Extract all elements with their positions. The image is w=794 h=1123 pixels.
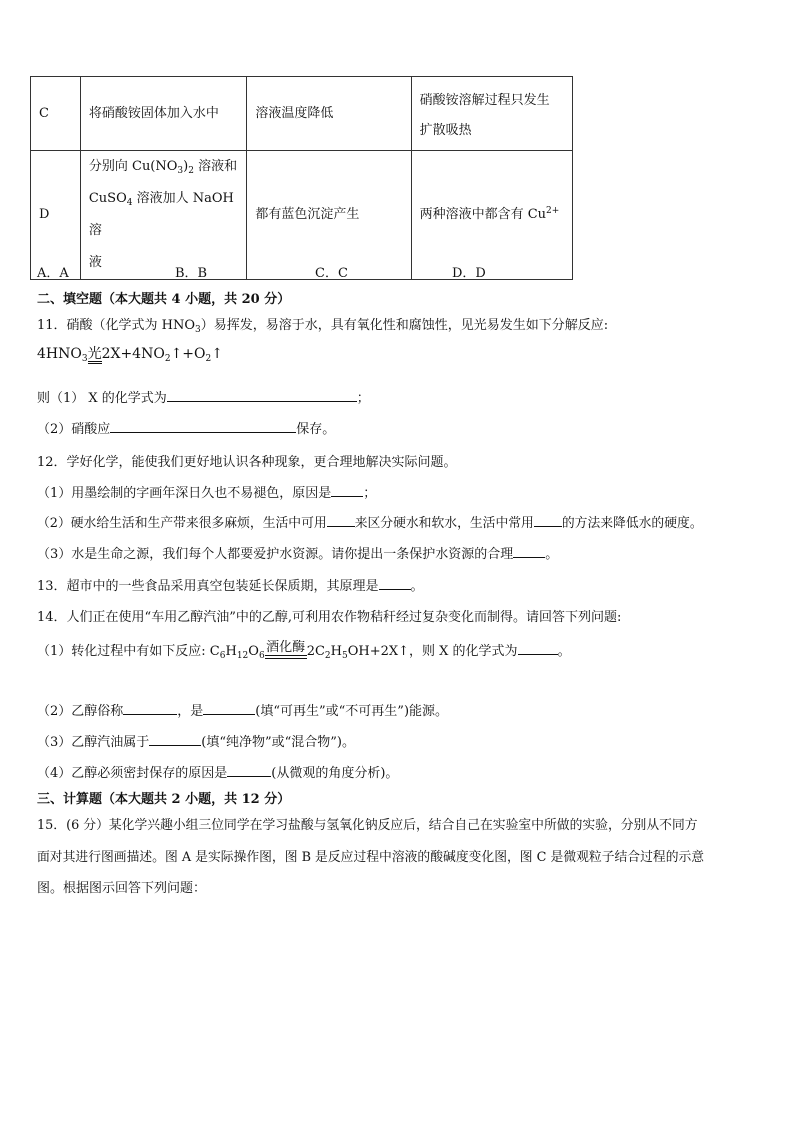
question-11: 11．硝酸（化学式为 $HNO_3$）易挥发，易溶于水，具有氧化性和腐蚀性，见光易发生如下分解反应:: [37, 318, 609, 335]
question-12: 12．学好化学，能使我们更好地认识各种现象，更合理地解决实际问题。: [37, 455, 457, 470]
answer-blank[interactable]: [167, 389, 357, 402]
conclusion-cell: 两种溶液中都含有 $Cu^{2+}$: [411, 151, 572, 280]
phenomenon-cell: 溶液温度降低: [247, 77, 411, 151]
conclusion-line: 扩散吸热: [419, 122, 472, 138]
operation-line: 液: [88, 255, 102, 270]
options-table: [30, 76, 573, 280]
answer-blank[interactable]: [331, 484, 363, 497]
question-14-part1: （1）转化过程中有如下反应: $C_6H_{12}O_6$ 酒化酶 $2C_2H_5OH+2X↑$，则 X 的化学式为 。: [37, 640, 571, 661]
reaction-condition: 光: [87, 346, 102, 362]
operation-cell: 将硝酸铵固体加入水中: [80, 77, 247, 151]
question-14-part2: （2）乙醇俗称 ，是 (填“可再生”或“不可再生”)能源。: [37, 704, 449, 719]
table-row: [31, 77, 573, 151]
question-15-line: 面对其进行图画描述。图 A 是实际操作图，图 B 是反应过程中溶液的酸碱度变化图，图 C 是微观粒子结合过程的示意: [37, 850, 705, 865]
conclusion-cell: [411, 77, 572, 151]
answer-blank[interactable]: [227, 764, 271, 777]
question-11-part2: （2）硝酸应 保存。: [37, 422, 336, 437]
answer-blank[interactable]: [379, 577, 411, 590]
row-label: C: [31, 77, 81, 151]
answer-blank[interactable]: [149, 733, 201, 746]
answer-blank[interactable]: [110, 420, 296, 433]
option-d: D．D: [452, 266, 486, 281]
question-11-part1: 则（1） X 的化学式为 ；: [37, 391, 370, 406]
answer-blank[interactable]: [123, 702, 177, 715]
answer-blank[interactable]: [327, 514, 355, 527]
conclusion-line: 硝酸铵溶解过程只发生: [419, 92, 550, 108]
operation-line: CuSO$_4$ 溶液加人 NaOH 溶: [88, 191, 234, 238]
answer-blank[interactable]: [513, 545, 545, 558]
option-b: B．B: [175, 266, 208, 281]
answer-blank[interactable]: [534, 514, 562, 527]
question-14: 14．人们正在使用“车用乙醇汽油”中的乙醇,可利用农作物秸秆经过复杂变化而制得。请回答下列问题:: [37, 610, 622, 625]
question-14-part3: （3）乙醇汽油属于 (填“纯净物”或“混合物”)。: [37, 735, 356, 750]
answer-blank[interactable]: [518, 642, 558, 655]
option-c: C．C: [315, 266, 348, 281]
section-heading: 二、填空题（本大题共 4 小题，共 20 分）: [37, 292, 291, 307]
operation-line: 分别向 $Cu(NO_3)_2$ 溶液和: [88, 159, 238, 176]
equation-11: $4HNO_3$光$2X+4NO_2↑+O_2↑$: [37, 346, 223, 364]
question-12-part3: （3）水是生命之源，我们每个人都要爱护水资源。请你提出一条保护水资源的合理 。: [37, 547, 559, 562]
question-13: 13．超市中的一些食品采用真空包装延长保质期，其原理是 。: [37, 579, 424, 594]
option-a: A．A: [37, 266, 69, 281]
question-12-part2: （2）硬水给生活和生产带来很多麻烦，生活中可用 来区分硬水和软水，生活中常用 的方法来降低水的硬度。: [37, 516, 703, 531]
section-heading: 三、计算题（本大题共 2 小题，共 12 分）: [37, 792, 291, 807]
answer-blank[interactable]: [203, 702, 255, 715]
phenomenon-cell: 都有蓝色沉淀产生: [247, 151, 411, 280]
reaction-condition: 酒化酶: [265, 641, 307, 659]
table-row: [31, 151, 573, 280]
question-15-line: 图。根据图示回答下列问题：: [37, 881, 207, 896]
row-label: D: [31, 151, 81, 280]
operation-cell: [80, 151, 247, 280]
question-14-part4: （4）乙醇必须密封保存的原因是 (从微观的角度分析)。: [37, 766, 399, 781]
question-12-part1: （1）用墨绘制的字画年深日久也不易褪色，原因是 ；: [37, 486, 377, 501]
question-15-line: 15．(6 分）某化学兴趣小组三位同学在学习盐酸与氢氧化钠反应后，结合自己在实验室中所做的实验，分别从不同方: [37, 818, 698, 833]
